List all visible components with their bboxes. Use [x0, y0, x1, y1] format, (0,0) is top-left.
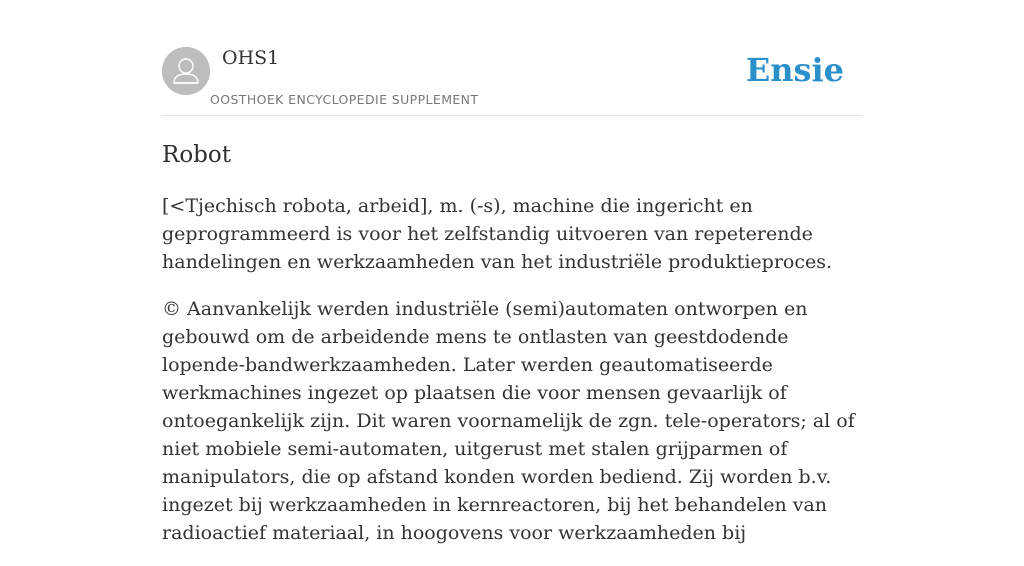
article-title: Robot [162, 142, 231, 168]
brand-logo[interactable]: Ensie [745, 51, 844, 89]
source-code[interactable]: OHS1 [222, 47, 280, 69]
article-paragraph: © Aanvankelijk werden industriële (semi)automaten ontworpen en gebouwd om de arbeidende mens te ontlasten van geestdodende lopende-bandwerkzaamheden. Later werden geautomatiseerde werkmachines ingezet op plaatsen die voor mensen gevaarlijk of ontoegankelijk zijn. Dit waren voornamelijk de zgn. tele-operators; al of niet mobiele semi-automaten, uitgerust met stalen grijparmen of manipulators, die op afstand konden worden bediend. Zij worden b.v. ingezet bij werkzaamheden in kernreactoren, bij het behandelen van radioactief materiaal, in hoogovens voor werkzaamheden bij [162, 298, 855, 544]
user-icon[interactable] [162, 47, 210, 95]
article-body [162, 192, 862, 566]
article-paragraph: [<Tjechisch robota, arbeid], m. (-s), machine die ingericht en geprogrammeerd is voor het zelfstandig uitvoeren van repeterende handelingen en werkzaamheden van het industriële produktieproces. [162, 195, 833, 273]
source-name[interactable]: OOSTHOEK ENCYCLOPEDIE SUPPLEMENT [210, 92, 479, 107]
source-header [162, 46, 862, 116]
